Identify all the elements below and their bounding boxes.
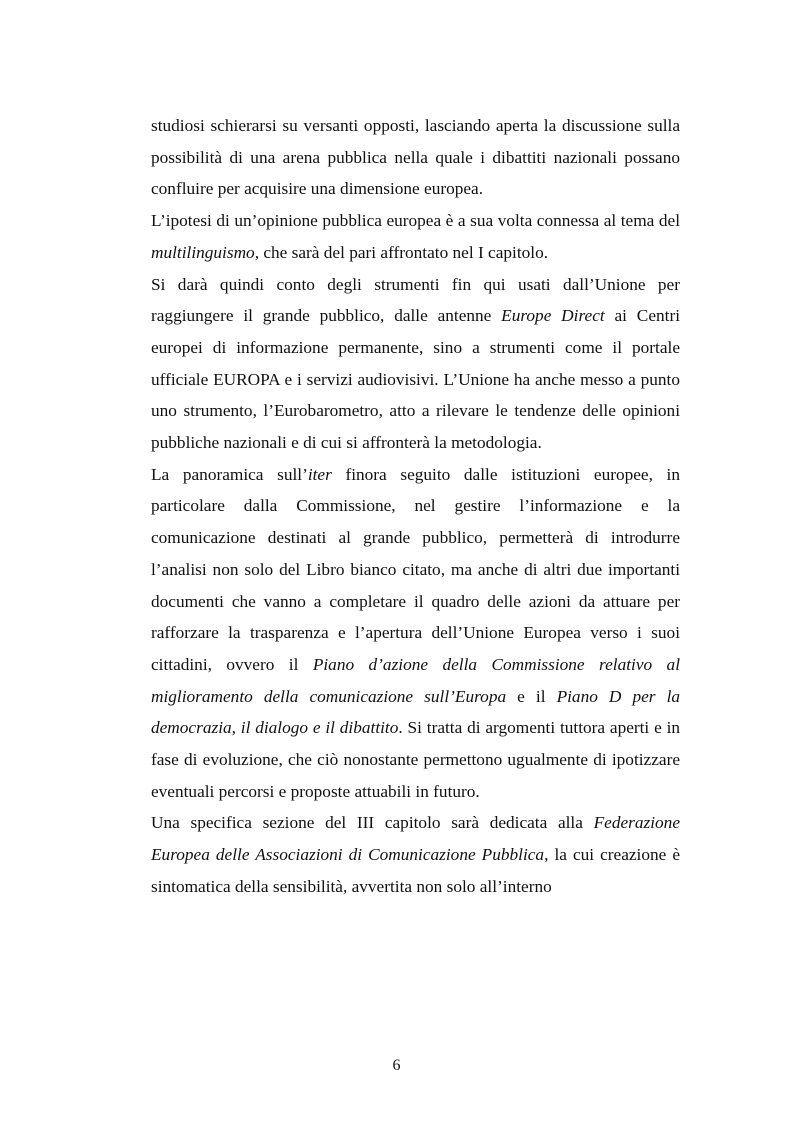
italic-title: Piano D per la democrazia, il dialogo e il dibattito [151, 686, 681, 738]
paragraph-4 [151, 459, 680, 808]
italic-term: iter [307, 464, 332, 484]
italic-title: Piano d’azione della Commissione relativo al miglioramento della comunicazione sull’Europa [151, 654, 680, 706]
paragraph-1 [151, 110, 680, 205]
text-segment: , la cui creazione è sintomatica della sensibilità, avvertita non solo all’interno [151, 845, 681, 896]
text-segment: Si darà quindi conto degli strumenti fin qui usati dall’Unione per raggiungere il grande pubblico, dalle antenne [151, 274, 680, 326]
italic-title: Federazione Europea delle Associazioni di Comunicazione Pubblica [151, 813, 680, 865]
paragraph-2 [151, 205, 680, 268]
text-segment: . Si tratta di argomenti tuttora aperti e in fase di evoluzione, che ciò nonostante permettono ugualmente di ipotizzare eventuali percorsi e proposte attuabili in futuro. [151, 718, 681, 801]
text-segment: Una specifica sezione del III capitolo sarà dedicata alla [151, 813, 594, 833]
text-segment: La panoramica sull’ [151, 464, 308, 484]
text-segment: , che sarà del pari affrontato nel I capitolo. [254, 242, 549, 262]
body-text [151, 110, 680, 903]
text-segment: finora seguito dalle istituzioni europee, in particolare dalla Commissione, nel gestire l’informazione e la comunicazione destinati al grande pubblico, permetterà di introdurre l’analisi non solo del Libro bianco citato, ma anche di altri due importanti documenti che vanno a completare il quadro delle azioni da attuare per rafforzare la trasparenza e l’apertura dell’Unione Europea verso i suoi cittadini, ovvero il [151, 464, 680, 674]
paragraph-3 [151, 269, 680, 459]
text-segment: e il [506, 686, 557, 706]
paragraph-5 [151, 807, 680, 902]
page-number: 6 [392, 1057, 401, 1074]
text-segment: ai Centri europei di informazione permanente, sino a strumenti come il portale ufficiale EUROPA e i servizi audiovisivi. L’Unione ha anche messo a punto uno strumento, l’Eurobarometro, atto a rilevare le tendenze delle opinioni pubbliche nazionali e di cui si affronterà la metodologia. [151, 306, 680, 453]
italic-term: Europe Direct [501, 306, 605, 326]
text-segment: studiosi schierarsi su versanti opposti, lasciando aperta la discussione sulla possibilità di una arena pubblica nella quale i dibattiti nazionali possano confluire per acquisire una dimensione europea. [151, 116, 680, 199]
text-segment: L’ipotesi di un’opinione pubblica europea è a sua volta connessa al tema del [151, 211, 680, 231]
italic-term: multilinguismo [151, 242, 255, 262]
